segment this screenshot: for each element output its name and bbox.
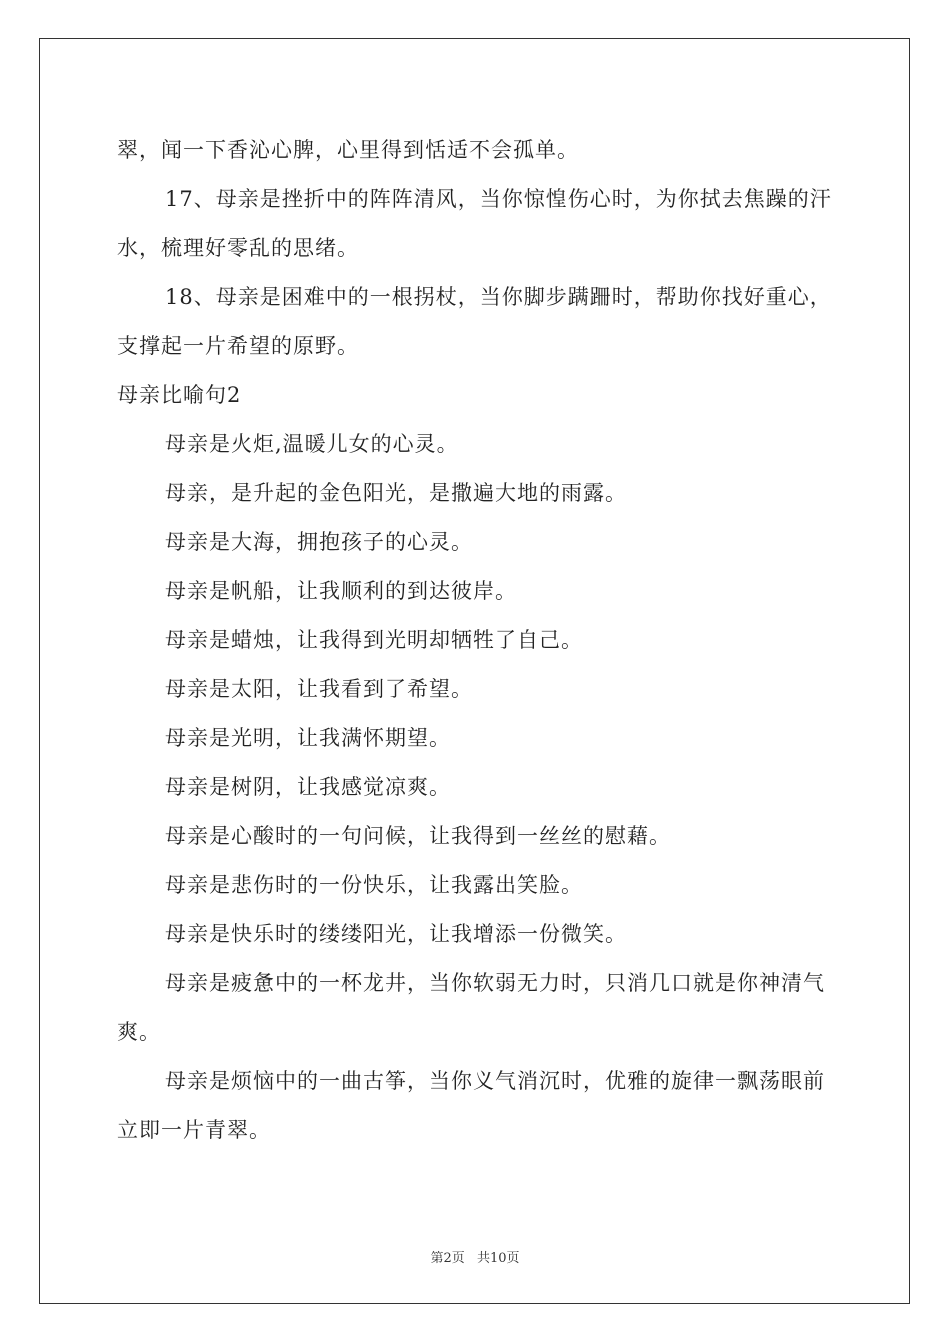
paragraph: 17、母亲是挫折中的阵阵清风，当你惊惶伤心时，为你拭去焦躁的汗水，梳理好零乱的思绪。 (117, 187, 832, 260)
paragraph: 母亲是火炬,温暖儿女的心灵。 (165, 432, 459, 456)
paragraph: 母亲是蜡烛，让我得到光明却牺牲了自己。 (165, 628, 583, 652)
paragraph: 18、母亲是困难中的一根拐杖，当你脚步蹒跚时，帮助你找好重心，支撑起一片希望的原野。 (117, 285, 832, 358)
paragraph: 翠，闻一下香沁心脾，心里得到恬适不会孤单。 (117, 138, 579, 162)
paragraph: 母亲是疲惫中的一杯龙井，当你软弱无力时，只消几口就是你神清气爽。 (117, 971, 825, 1044)
paragraph: 母亲是大海，拥抱孩子的心灵。 (165, 530, 473, 554)
paragraph: 母亲是悲伤时的一份快乐，让我露出笑脸。 (165, 873, 583, 897)
paragraph: 母亲是光明，让我满怀期望。 (165, 726, 451, 750)
page-number: 第2页 (430, 1251, 465, 1266)
page-footer (0, 1247, 950, 1266)
paragraph: 母亲是树阴，让我感觉凉爽。 (165, 775, 451, 799)
paragraph: 母亲是心酸时的一句问候，让我得到一丝丝的慰藉。 (165, 824, 671, 848)
paragraph: 母亲，是升起的金色阳光，是撒遍大地的雨露。 (165, 481, 627, 505)
document-body (117, 126, 837, 1155)
paragraph: 母亲是快乐时的缕缕阳光，让我增添一份微笑。 (165, 922, 627, 946)
paragraph: 母亲是帆船，让我顺利的到达彼岸。 (165, 579, 517, 603)
page-total: 共10页 (476, 1251, 520, 1266)
paragraph: 母亲是太阳，让我看到了希望。 (165, 677, 473, 701)
paragraph: 母亲是烦恼中的一曲古筝，当你义气消沉时，优雅的旋律一飘荡眼前立即一片青翠。 (117, 1069, 825, 1142)
section-heading: 母亲比喻句2 (117, 383, 242, 407)
